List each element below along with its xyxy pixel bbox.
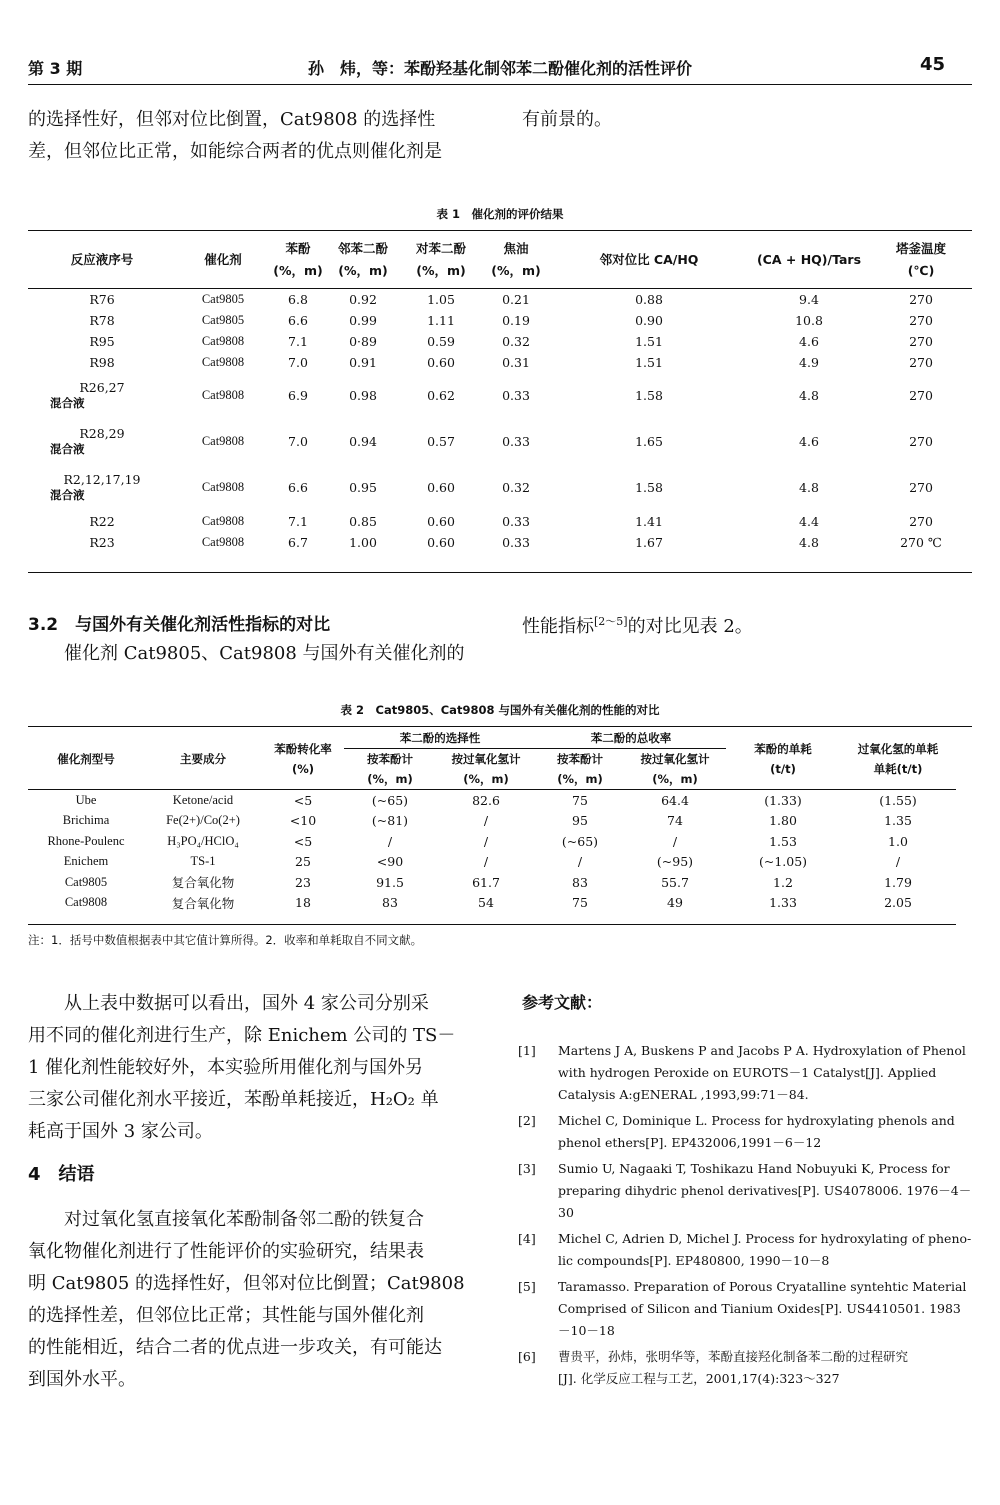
sample-id — [28, 419, 176, 465]
unit-m: (%，m) — [273, 262, 323, 278]
col-phenol — [270, 232, 326, 288]
table2-row — [28, 811, 956, 832]
sample-label: R22 — [89, 513, 115, 529]
discussion-line: 用不同的催化剂进行生产，除 Enichem 公司的 TS－ — [28, 1025, 456, 1046]
sample-id — [28, 331, 176, 352]
reference-line: phenol ethers[P]. EP432006,1991－6－12 — [558, 1135, 822, 1150]
sel-by-h2o2: 按过氧化氢计 — [451, 752, 521, 766]
discussion-line: 耗高于国外 3 家公司。 — [28, 1121, 213, 1142]
table1-cell: 0.95 — [349, 480, 377, 495]
col-conv-label: 苯酚转化率 — [274, 741, 332, 756]
table2-cell: 82.6 — [472, 792, 500, 808]
table2-note: 注：1．括号中数值根据表中其它值计算所得。2．收率和单耗取自不同文献。 — [28, 933, 423, 947]
table2-cell: TS-1 — [190, 854, 216, 869]
table2-cell: Cat9808 — [64, 895, 108, 910]
col-temp — [870, 232, 972, 288]
table2-cell: Cat9805 — [64, 874, 108, 889]
sample-label: R95 — [89, 333, 115, 349]
table1-cell: 0.99 — [349, 312, 377, 328]
table1-cell: Cat9805 — [201, 312, 245, 327]
unit-m: (%，m) — [338, 262, 388, 278]
table2-cell: 25 — [295, 854, 311, 870]
table1-cell: 6.8 — [288, 291, 308, 307]
table2-cell: Fe(2+)/Co(2+) — [166, 813, 240, 828]
table2-row — [28, 790, 956, 811]
sample-label: R28,29 — [79, 426, 125, 441]
reference-line: Michel C, Adrien D, Michel J. Process for hydroxylating of pheno- — [558, 1231, 972, 1246]
table2-cell: 1.79 — [884, 874, 912, 890]
table2-cell: 54 — [478, 895, 494, 911]
reference-line: Catalysis A:gENERAL ,1993,99:71－84. — [558, 1087, 809, 1102]
table2-cell: 复合氧化物 — [171, 876, 235, 891]
table1-cell: 9.4 — [799, 291, 819, 307]
table1-cell: 270 — [909, 434, 933, 449]
table2-cell: 49 — [667, 895, 683, 911]
unit-pct: (%) — [291, 761, 315, 776]
table1-row — [28, 511, 972, 532]
reference-line: Michel C, Dominique L. Process for hydroxylating phenols and — [558, 1113, 955, 1128]
table1-cell: 6.6 — [288, 480, 308, 495]
table1-row — [28, 465, 972, 511]
table1-cell: Cat9808 — [201, 480, 245, 494]
conclusion-line: 对过氧化氢直接氧化苯酚制备邻二酚的铁复合 — [64, 1209, 424, 1230]
table1-cell: 0.60 — [427, 534, 455, 550]
table2-cell: / — [577, 854, 583, 870]
unit-tt: (t/t) — [770, 761, 796, 776]
sel-by-phenol: 按苯酚计 — [367, 752, 413, 766]
col-phenol-label: 苯酚 — [285, 240, 311, 256]
table1-cell: 0.19 — [502, 312, 530, 328]
table1-cell: 1.58 — [635, 388, 663, 403]
table1-cell: 270 ℃ — [900, 534, 942, 550]
yield-by-h2o2: 按过氧化氢计 — [640, 752, 710, 766]
table2-cell: H₃PO₄/HClO₄ — [167, 833, 239, 848]
section-3-2-line: 催化剂 Cat9805、Cat9808 与国外有关催化剂的 — [64, 643, 465, 664]
table1-cell: 0.33 — [502, 388, 530, 403]
intro-right: 有前景的。 — [522, 109, 612, 130]
reference-text — [558, 1346, 976, 1390]
table1-row — [28, 288, 972, 310]
reference-item — [518, 1228, 976, 1272]
conclusion-line: 的性能相近，结合二者的优点进一步攻关，有可能达 — [28, 1337, 442, 1358]
table2-bottom-rule — [28, 924, 956, 925]
table2-body — [28, 790, 956, 914]
right-text: 性能指标 — [522, 616, 594, 637]
table2-top-rule — [28, 726, 972, 727]
references-title: 参考文献： — [522, 993, 603, 1012]
table2-row — [28, 872, 956, 893]
col-sample: 反应液序号 — [70, 251, 134, 267]
col-comp: 主要成分 — [180, 751, 226, 766]
discussion — [28, 988, 488, 1148]
table2-row — [28, 893, 956, 914]
table1-cell: 0.98 — [349, 388, 377, 403]
table1-cell: 0.59 — [427, 333, 455, 349]
table2-cell: 2.05 — [884, 895, 912, 911]
table1-cell: 1.41 — [635, 513, 663, 529]
table1-cell: 7.1 — [288, 513, 308, 529]
sample-id — [28, 465, 176, 511]
table1-cell: 4.8 — [799, 388, 819, 403]
col-hydroquinone-label: 对苯二酚 — [415, 240, 466, 256]
reference-number: [4] — [518, 1231, 536, 1246]
discussion-line: 三家公司催化剂水平接近，苯酚单耗接近，H₂O₂ 单 — [28, 1089, 439, 1110]
unit-tt2: 单耗(t/t) — [873, 761, 923, 776]
table1-cell: Cat9808 — [201, 354, 245, 369]
table1-cell: 270 — [909, 312, 933, 328]
table2-row — [28, 831, 956, 852]
table1 — [28, 232, 972, 553]
unit-m: (%，m) — [367, 772, 413, 786]
table2-cell: 75 — [572, 895, 588, 911]
table1-cell: 270 — [909, 480, 933, 495]
sample-mix: 混合液 — [50, 442, 85, 456]
table1-cell: 7.0 — [288, 354, 308, 370]
reference-text — [558, 1110, 976, 1154]
table1-cell: 0.92 — [349, 291, 377, 307]
table2-cell: 1.33 — [769, 895, 797, 911]
table1-cell: 1.58 — [635, 480, 663, 495]
table1-cell: 1.65 — [635, 434, 663, 449]
col-ratio: 邻对位比 CA/HQ — [599, 251, 699, 267]
table2-cell: 64.4 — [661, 792, 689, 808]
discussion-line: 从上表中数据可以看出，国外 4 家公司分别采 — [64, 993, 429, 1014]
table1-cell: 0.91 — [349, 354, 377, 370]
discussion-line: 1 催化剂性能较好外，本实验所用催化剂与国外另 — [28, 1057, 424, 1078]
table1-cell: 270 — [909, 333, 933, 349]
table2-header-row1 — [28, 728, 956, 749]
table2-cell: 74 — [667, 813, 683, 829]
table1-cell: 0.60 — [427, 354, 455, 370]
table1-cell: 1.05 — [427, 291, 455, 307]
table1-cell: 4.6 — [799, 434, 819, 449]
sample-label: R26,27 — [79, 380, 125, 395]
table2-cell: / — [483, 854, 489, 870]
table1-cell: Cat9808 — [201, 388, 245, 402]
table2-cell: Enichem — [63, 854, 109, 869]
table1-row — [28, 331, 972, 352]
table2-cell: Ube — [75, 792, 97, 807]
reference-item — [518, 1110, 976, 1154]
unit-m: (%，m) — [652, 772, 698, 786]
table1-cell: 270 — [909, 513, 933, 529]
reference-text — [558, 1276, 976, 1342]
table1-cell: 0.62 — [427, 388, 455, 403]
reference-line: Sumio U, Nagaaki T, Toshikazu Hand Nobuyuki K, Process for — [558, 1161, 950, 1176]
table2-cell: (~81) — [371, 813, 409, 829]
table1-cell: 0.94 — [349, 434, 377, 449]
table1-cell: 0.60 — [427, 513, 455, 529]
table1-bottom-rule — [28, 572, 972, 573]
table1-row — [28, 373, 972, 419]
sample-label: R78 — [89, 312, 115, 328]
reference-number: [2] — [518, 1113, 536, 1128]
table1-cell: 6.9 — [288, 388, 308, 403]
reference-line: －10－18 — [558, 1323, 615, 1338]
table2 — [28, 728, 956, 913]
table1-cell: 1.00 — [349, 534, 377, 550]
conclusion-line: 的选择性差，但邻位比正常；其性能与国外催化剂 — [28, 1305, 424, 1326]
table2-cell: <90 — [376, 854, 404, 870]
reference-item — [518, 1346, 976, 1390]
table2-cell: / — [672, 833, 678, 849]
col-h2o2-cons-label: 过氧化氢的单耗 — [857, 741, 939, 756]
table2-cell: (~65) — [561, 833, 599, 849]
intro-line: 差，但邻位比正常，如能综合两者的优点则催化剂是 — [28, 141, 442, 162]
table1-header-row — [28, 232, 972, 288]
unit-m: (%，m) — [416, 262, 466, 278]
reference-item — [518, 1158, 976, 1224]
table1-cell: 0·89 — [349, 333, 377, 349]
table2-row — [28, 852, 956, 873]
unit-m: (%，m) — [557, 772, 603, 786]
sample-label: R76 — [89, 291, 115, 307]
references-list — [518, 1040, 976, 1394]
table1-cell: Cat9805 — [201, 291, 245, 306]
reference-item — [518, 1276, 976, 1342]
table2-cell: / — [387, 833, 393, 849]
table2-cell: / — [483, 833, 489, 849]
table1-row — [28, 532, 972, 553]
table2-cell: (~65) — [371, 792, 409, 808]
conclusion-line: 明 Cat9805 的选择性好，但邻对位比倒置；Cat9808 — [28, 1273, 465, 1294]
table1-cell: 0.90 — [635, 312, 663, 328]
unit-c: (℃) — [907, 262, 935, 278]
right-end: 的对比见表 2。 — [627, 616, 753, 637]
sample-label: R98 — [89, 354, 115, 370]
table1-cell: Cat9808 — [201, 534, 245, 549]
table1-cell: 0.21 — [502, 291, 530, 307]
table2-cell: (1.33) — [764, 792, 802, 808]
sample-id — [28, 288, 176, 310]
sample-label: R23 — [89, 534, 115, 550]
reference-text — [558, 1040, 976, 1106]
table1-cell: Cat9808 — [201, 513, 245, 528]
col-temp-label: 塔釜温度 — [895, 240, 946, 256]
sample-id — [28, 532, 176, 553]
section-4-title: 4 结语 — [28, 1164, 95, 1185]
table2-cell: / — [895, 854, 901, 870]
section-3-2-title: 3.2 与国外有关催化剂活性指标的对比 — [28, 615, 331, 635]
col-phenol-cons — [726, 728, 840, 790]
reference-line: Comprised of Silicon and Tianium Oxides[P]. US4410501. 1983 — [558, 1301, 961, 1316]
col-ca-hq-tars: (CA + HQ)/Tars — [756, 251, 862, 267]
intro-left — [28, 104, 442, 168]
journal-issue: 第 3 期 — [28, 59, 83, 78]
table2-cell: 1.35 — [884, 813, 912, 829]
table2-cell: Rhone-Poulenc — [47, 833, 125, 848]
table1-cell: 1.67 — [635, 534, 663, 550]
table1-cell: 10.8 — [795, 312, 823, 328]
table2-cell: 1.53 — [769, 833, 797, 849]
page-number: 45 — [920, 54, 946, 75]
table1-cell: 4.8 — [799, 480, 819, 495]
reference-number: [1] — [518, 1043, 536, 1058]
table1-cell: 6.6 — [288, 312, 308, 328]
sample-mix: 混合液 — [50, 488, 85, 502]
table1-cell: 0.32 — [502, 480, 530, 495]
table1-cell: 0.57 — [427, 434, 455, 449]
reference-line: [J]. 化学反应工程与工艺，2001,17(4):323～327 — [558, 1371, 840, 1386]
table1-cell: 0.32 — [502, 333, 530, 349]
col-sel: 苯二酚的选择性 — [344, 728, 536, 749]
table1-cell: 0.33 — [502, 434, 530, 449]
reference-line: Taramasso. Preparation of Porous Cryatalline syntehtic Material — [558, 1279, 967, 1294]
reference-text — [558, 1228, 976, 1272]
table1-cell: 1.11 — [427, 312, 455, 328]
col-conv — [262, 728, 344, 790]
reference-line: Martens J A, Buskens P and Jacobs P A. Hydroxylation of Phenol — [558, 1043, 966, 1058]
col-catalyst: 催化剂 — [204, 251, 242, 267]
table2-cell: 83 — [572, 874, 588, 890]
table1-caption: 表 1 催化剂的评价结果 — [436, 207, 564, 221]
table1-top-rule — [28, 230, 972, 231]
table2-cell: 1.2 — [773, 874, 793, 890]
col-catechol-label: 邻苯二酚 — [337, 240, 388, 256]
table2-cell: 1.80 — [769, 813, 797, 829]
col-yield: 苯二酚的总收率 — [536, 728, 726, 749]
col-phenol-cons-label: 苯酚的单耗 — [754, 741, 812, 756]
header-rule — [28, 84, 972, 85]
table2-cell: <5 — [293, 792, 313, 808]
table2-cell: Brichima — [62, 813, 110, 828]
conclusion-line: 到国外水平。 — [28, 1369, 136, 1390]
conclusion-line: 氧化物催化剂进行了性能评价的实验研究，结果表 — [28, 1241, 424, 1262]
unit-m: (%，m) — [463, 772, 509, 786]
reference-number: [6] — [518, 1349, 536, 1364]
col-h2o2-cons — [840, 728, 956, 790]
table1-cell: 4.9 — [799, 354, 819, 370]
table1-cell: 1.51 — [635, 333, 663, 349]
table2-cell: 23 — [295, 874, 311, 890]
sample-id — [28, 511, 176, 532]
table1-cell: 270 — [909, 388, 933, 403]
table2-cell: / — [483, 813, 489, 829]
table2-cell: 1.0 — [888, 833, 908, 849]
table2-cell: 83 — [382, 895, 398, 911]
table1-cell: 0.33 — [502, 513, 530, 529]
table1-cell: 4.8 — [799, 534, 819, 550]
table1-cell: Cat9808 — [201, 434, 245, 448]
sample-label: R2,12,17,19 — [63, 472, 141, 487]
table1-cell: 0.31 — [502, 354, 530, 370]
table2-cell: 55.7 — [661, 874, 689, 890]
reference-line: lic compounds[P]. EP480800, 1990－10－8 — [558, 1253, 830, 1268]
citation: [2～5] — [594, 615, 628, 628]
col-catechol — [326, 232, 400, 288]
table1-cell: 7.1 — [288, 333, 308, 349]
table2-cell: 61.7 — [472, 874, 500, 890]
table1-cell: 4.6 — [799, 333, 819, 349]
table1-cell: 1.51 — [635, 354, 663, 370]
reference-number: [3] — [518, 1161, 536, 1176]
reference-line: preparing dihydric phenol derivatives[P]. US4078006. 1976－4－ — [558, 1183, 972, 1198]
table1-cell: 6.7 — [288, 534, 308, 550]
table2-cell: 复合氧化物 — [171, 896, 235, 911]
table1-cell: 0.85 — [349, 513, 377, 529]
reference-number: [5] — [518, 1279, 536, 1294]
sample-id — [28, 352, 176, 373]
col-hydroquinone — [400, 232, 482, 288]
table1-cell: Cat9808 — [201, 333, 245, 348]
col-tar — [482, 232, 550, 288]
reference-text — [558, 1158, 976, 1224]
table1-row — [28, 419, 972, 465]
table2-cell: (~95) — [656, 854, 694, 870]
col-type: 催化剂型号 — [57, 751, 115, 766]
table2-cell: 75 — [572, 792, 588, 808]
table2-cell: <5 — [293, 833, 313, 849]
reference-line: 曹贵平，孙炜，张明华等，苯酚直接羟化制备苯二酚的过程研究 — [558, 1349, 909, 1364]
table1-row — [28, 352, 972, 373]
running-title: 孙 炜，等：苯酚羟基化制邻苯二酚催化剂的活性评价 — [307, 59, 692, 78]
sample-id — [28, 373, 176, 419]
section-3-2-right — [522, 606, 753, 643]
table1-row — [28, 310, 972, 331]
table2-cell: Ketone/acid — [172, 792, 234, 807]
intro-line: 的选择性好，但邻对位比倒置，Cat9808 的选择性 — [28, 109, 436, 130]
table1-cell: 270 — [909, 291, 933, 307]
table2-cell: 18 — [295, 895, 311, 911]
table2-caption: 表 2 Cat9805、Cat9808 与国外有关催化剂的性能的对比 — [340, 703, 660, 717]
reference-line: with hydrogen Peroxide on EUROTS－1 Catalyst[J]. Applied — [558, 1065, 937, 1080]
table1-cell: 270 — [909, 354, 933, 370]
table2-cell: 95 — [572, 813, 588, 829]
table2-cell: 91.5 — [376, 874, 404, 890]
table2-cell: <10 — [289, 813, 317, 829]
table2-cell: (1.55) — [879, 792, 917, 808]
conclusion — [28, 1204, 488, 1396]
table1-cell: 0.33 — [502, 534, 530, 550]
unit-m: (%，m) — [491, 262, 541, 278]
table1-body — [28, 288, 972, 553]
table1-cell: 0.60 — [427, 480, 455, 495]
table1-cell: 7.0 — [288, 434, 308, 449]
col-tar-label: 焦油 — [503, 240, 529, 256]
reference-line: 30 — [558, 1205, 574, 1220]
yield-by-phenol: 按苯酚计 — [557, 752, 603, 766]
reference-item — [518, 1040, 976, 1106]
table1-cell: 4.4 — [799, 513, 819, 529]
table1-cell: 0.88 — [635, 291, 663, 307]
sample-mix: 混合液 — [50, 396, 85, 410]
sample-id — [28, 310, 176, 331]
table2-cell: (~1.05) — [758, 854, 808, 870]
